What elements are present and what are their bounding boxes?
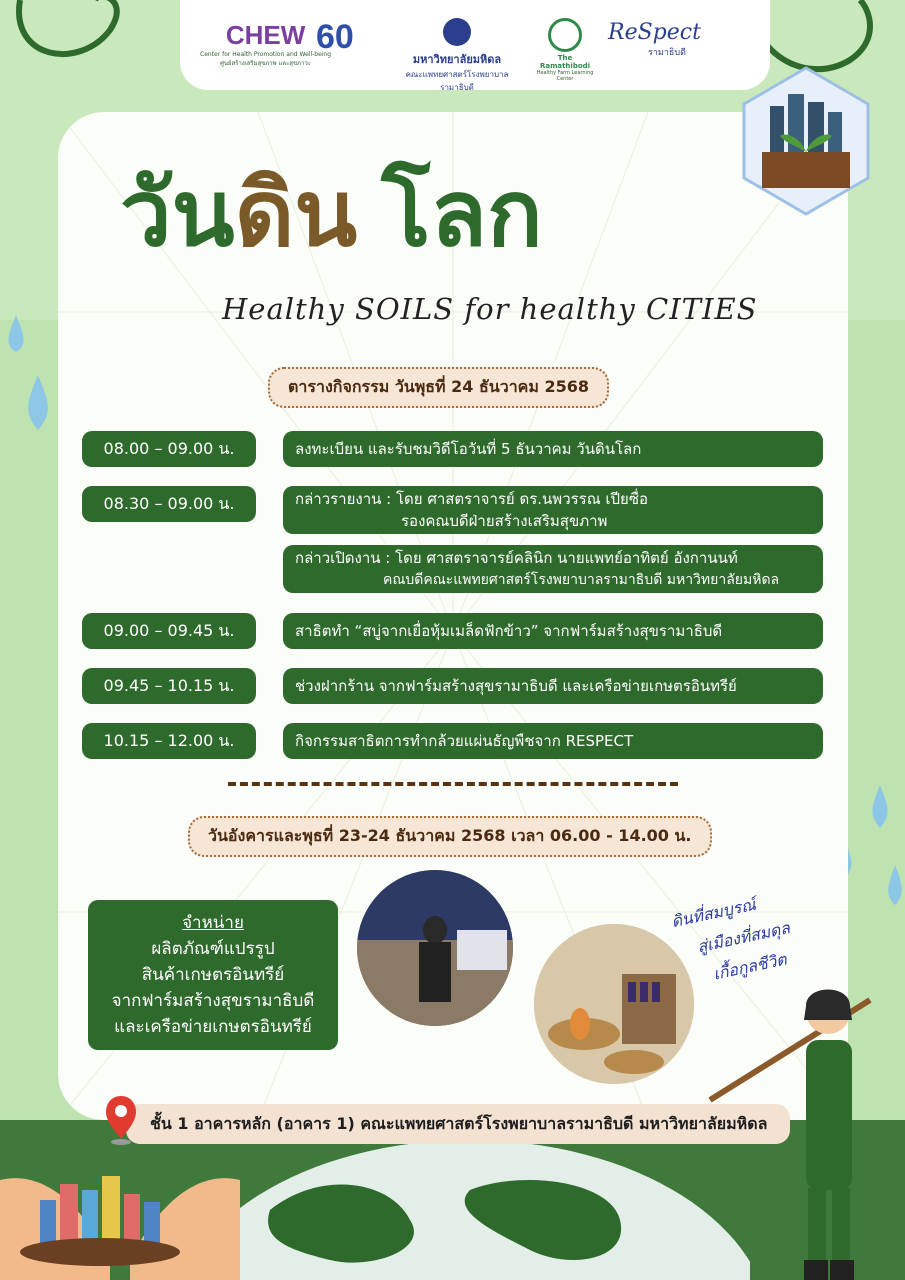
dashed-divider [228,782,678,786]
subtitle: Healthy SOILS for healthy CITIES [222,292,758,326]
sale-heading: จำหน่าย [182,913,244,933]
leaf-icon [548,18,582,52]
handwritten-quote: ดินที่สมบูรณ์ สู่เมืองที่สมดุล เกื้อกูลชีวิต [669,894,792,984]
products-photo [534,924,694,1084]
schedule-time: 10.15 – 12.00 น. [82,723,256,759]
title-part-day: วัน [120,160,235,267]
raindrop-icon [872,785,887,828]
hands-city-illustration [0,1140,240,1280]
raindrop-icon [888,865,902,905]
schedule-time: 08.30 – 09.00 น. [82,486,256,522]
globe-illustration [190,1130,750,1280]
schedule-time: 09.00 – 09.45 น. [82,613,256,649]
title-part-world: โลก [381,160,543,267]
ramathibodi-farm-logo: The Ramathibodi Healthy Farm Learning Center [535,18,595,82]
raindrop-icon [28,375,48,430]
schedule-item: ลงทะเบียน และรับชมวิดีโอวันที่ 5 ธันวาคม วันดินโลก [283,431,823,467]
map-pin-icon [104,1094,138,1146]
mahidol-logo: มหาวิทยาลัยมหิดล คณะแพทยศาสตร์โรงพยาบาลรามาธิบดี [392,18,522,94]
schedule-item: สาธิตทำ “สบู่จากเยื่อหุ้มเมล็ดฟักข้าว” จากฟาร์มสร้างสุขรามาธิบดี [283,613,823,649]
seal-icon [443,18,471,46]
schedule-item: กิจกรรมสาธิตการทำกล้วยแผ่นธัญพืชจาก RESPECT [283,723,823,759]
photo-placeholder [357,870,513,1026]
photo-placeholder [534,924,694,1084]
page-title [120,160,800,298]
sale-box: จำหน่าย ผลิตภัณฑ์แปรรูป สินค้าเกษตรอินทรีย์ จากฟาร์มสร้างสุขรามาธิบดี และเครือข่ายเกษตรอินทรีย์ [88,900,338,1050]
schedule-item: กล่าวเปิดงาน : โดย ศาสตราจารย์คลินิก นายแพทย์อาทิตย์ อังกานนท์ คณบดีคณะแพทยศาสตร์โรงพยาบาลรามาธิบดี มหาวิทยาลัยมหิดล [283,545,823,593]
market-header: วันอังคารและพุธที่ 23-24 ธันวาคม 2568 เวลา 06.00 - 14.00 น. [188,816,712,857]
respect-logo: ReSpect รามาธิบดี [608,20,701,58]
sixty-anniversary-logo: 60 [316,18,354,56]
schedule-time: 08.00 – 09.00 น. [82,431,256,467]
location-bar [126,1104,790,1144]
market-photo [357,870,513,1026]
chew-logo: CHEW Center for Health Promotion and Well-being ศูนย์สร้างเสริมสุขภาพ และสุขภาวะ [200,20,332,67]
schedule-header: ตารางกิจกรรม วันพุธที่ 24 ธันวาคม 2568 [268,367,609,408]
schedule-item: กล่าวรายงาน : โดย ศาสตราจารย์ ดร.นพวรรณ เปียซื่อ รองคณบดีฝ่ายสร้างเสริมสุขภาพ [283,486,823,534]
schedule-time: 09.45 – 10.15 น. [82,668,256,704]
title-part-soil: ดิน [234,160,358,267]
raindrop-icon [8,315,23,352]
location-text: ชั้น 1 อาคารหลัก (อาคาร 1) คณะแพทยศาสตร์โรงพยาบาลรามาธิบดี มหาวิทยาลัยมหิดล [150,1113,768,1133]
schedule-item: ช่วงฝากร้าน จากฟาร์มสร้างสุขรามาธิบดี และเครือข่ายเกษตรอินทรีย์ [283,668,823,704]
